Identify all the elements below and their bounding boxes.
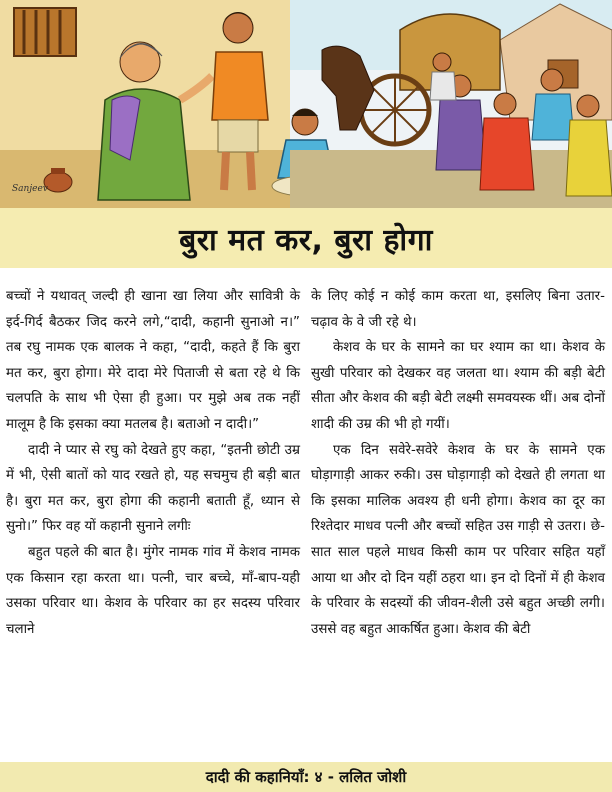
series-footer: दादी की कहानियाँ: ४ - ललित जोशी (205, 768, 407, 786)
illustrator-signature: Sanjeev (12, 184, 48, 194)
footer-band (0, 762, 612, 792)
paragraph: दादी ने प्यार से रघु को देखते हुए कहा, “इतनी छोटी उम्र में भी, ऐसी बातों को याद रखते हो, यह सचमुच ही बड़ी बात है। बुरा मत कर, बुरा होगा की कहानी बताती हूँ, ध्यान से सुनो।” फिर वह यों कहानी सुनाने लगीः (6, 442, 300, 535)
paragraph: केशव के घर के सामने का घर श्याम का था। केशव के सुखी परिवार को देखकर वह जलता था। श्याम की बड़ी बेटी सीता और केशव की बड़ी बेटी लक्ष्मी समवयस्क थीं। अब दोनों शादी की उम्र की भी हो गयीं। (311, 340, 605, 432)
story-body (0, 284, 612, 754)
paragraph: के लिए कोई न कोई काम करता था, इसलिए बिना उतार-चढ़ाव के वे जी रहे थे। (311, 289, 605, 330)
paragraph: बच्चों ने यथावत् जल्दी ही खाना खा लिया और सावित्री के इर्द-गिर्द बैठकर जिद करने लगे,“दादी, कहानी सुनाओ न।” तब रघु नामक एक बालक ने कहा, “दादी, कहते हैं कि बुरा मत कर, बुरा होगा। मेरे दादा मेरे पिताजी से बता रहे थे कि चलपति के साथ भी ऐसा ही हुआ। पर मुझे अब तक नहीं मालूम है कि इसका क्या मतलब है। बताओ न दादी।” (6, 289, 300, 432)
story-title: बुरा मत कर, बुरा होगा (179, 222, 433, 258)
story-illustration (0, 0, 612, 208)
left-column (6, 284, 300, 642)
paragraph: एक दिन सवेरे-सवेरे केशव के घर के सामने एक घोड़ागाड़ी आकर रुकी। उस घोड़ागाड़ी को देखते ही लगता था कि इसका मालिक अवश्य ही धनी होगा। केशव का दूर का रिश्तेदार माधव पत्नी और बच्चों सहित उस गाड़ी से उतरा। छे-सात साल पहले माधव किसी काम पर परिवार सहित यहाँ आया था और दो दिन यहीं ठहरा था। इन दो दिनों में ही केशव के परिवार के सदस्यों की जीवन-शैली उसे बहुत अच्छी लगी। उससे वह बहुत आकर्षित हुआ। केशव की बेटी (311, 442, 605, 637)
title-band (0, 208, 612, 268)
illustration-art (0, 0, 612, 208)
right-column (311, 284, 605, 642)
paragraph: बहुत पहले की बात है। मुंगेर नामक गांव में केशव नामक एक किसान रहा करता था। पत्नी, चार बच्चे, माँ-बाप-यही उसका परिवार था। केशव के परिवार का हर सदस्य परिवार चलाने (6, 544, 300, 637)
